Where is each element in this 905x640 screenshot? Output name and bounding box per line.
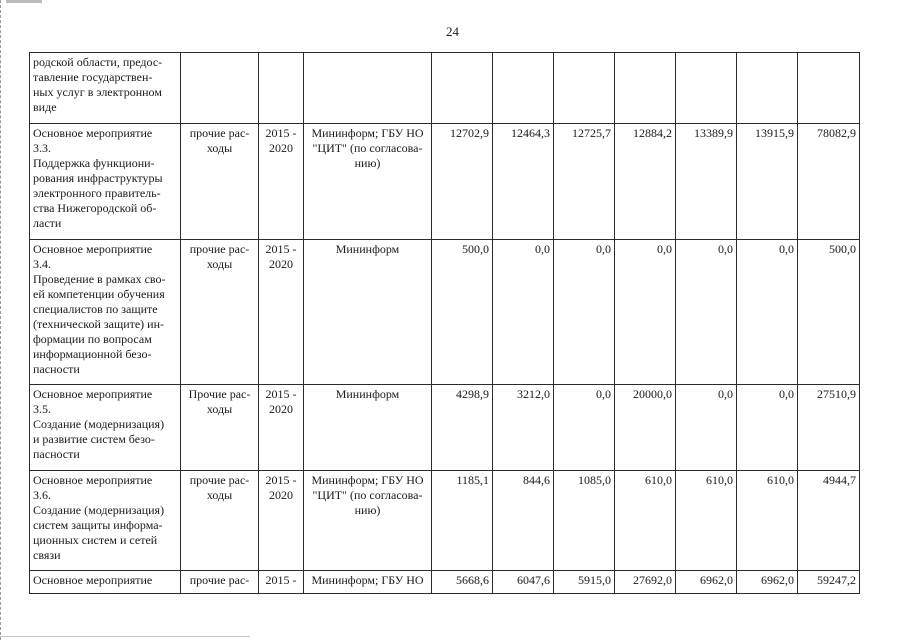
expense-type-cell: [181, 124, 259, 240]
measure-name-cell-line: (технической защите) ин-: [33, 317, 165, 331]
expense-type-cell: [181, 385, 259, 471]
year-value-cell: 12725,7: [554, 124, 615, 240]
measure-name-cell: [30, 385, 181, 471]
period-cell: [259, 471, 304, 571]
measure-name-cell-line: 3.5.: [33, 402, 51, 416]
year-value-cell: 1085,0: [554, 471, 615, 571]
measure-name-cell: [30, 124, 181, 240]
executor-cell: [304, 124, 432, 240]
year-value-cell: [615, 53, 676, 124]
total-value-cell: 78082,9: [798, 124, 860, 240]
measure-name-cell-line: Создание (модернизация): [33, 503, 165, 517]
scan-mark: [6, 0, 42, 3]
expense-type-cell: [181, 471, 259, 571]
year-value-cell: [432, 53, 493, 124]
executor-cell-line: Мининформ; ГБУ НО: [311, 473, 424, 487]
period-cell-line: 2020: [269, 402, 293, 416]
total-value-cell: 59247,2: [798, 571, 860, 594]
measure-name-cell-line: и развитие систем безо-: [33, 432, 155, 446]
measure-name-cell-line: Основное мероприятие: [33, 126, 153, 140]
year-value-cell: 6962,0: [737, 571, 798, 594]
period-cell-line: 2015 -: [265, 473, 297, 487]
measure-name-cell: [30, 471, 181, 571]
period-cell-line: 2015 -: [265, 242, 297, 256]
year-value-cell: 0,0: [493, 240, 554, 385]
year-value-cell: [676, 53, 737, 124]
year-value-cell: 844,6: [493, 471, 554, 571]
measure-name-cell-line: Поддержка функциони-: [33, 156, 155, 170]
table-row: [30, 124, 860, 240]
total-value-cell: 4944,7: [798, 471, 860, 571]
measure-name-cell-line: пасности: [33, 362, 80, 376]
year-value-cell: 0,0: [676, 385, 737, 471]
measure-name-cell-line: ей компетенции обучения: [33, 287, 165, 301]
year-value-cell: 0,0: [676, 240, 737, 385]
year-value-cell: 610,0: [615, 471, 676, 571]
year-value-cell: [554, 53, 615, 124]
expense-type-cell: [181, 53, 259, 124]
expense-type-cell: [181, 240, 259, 385]
executor-cell-line: Мининформ: [335, 242, 400, 256]
year-value-cell: 0,0: [615, 240, 676, 385]
expense-type-cell: [181, 571, 259, 594]
period-cell: [259, 571, 304, 594]
measure-name-cell-line: связи: [33, 548, 61, 562]
measure-name-cell-line: ционных систем и сетей: [33, 533, 158, 547]
scan-left-edge: [0, 0, 5, 640]
period-cell: [259, 124, 304, 240]
year-value-cell: 0,0: [737, 385, 798, 471]
period-cell-line: 2020: [269, 141, 293, 155]
measure-name-cell-line: рования инфраструктуры: [33, 171, 163, 185]
period-cell-line: 2020: [269, 488, 293, 502]
table-row: [30, 385, 860, 471]
measure-name-cell: [30, 240, 181, 385]
expense-type-cell-line: прочие рас-: [189, 126, 250, 140]
measure-name-cell-line: Создание (модернизация): [33, 417, 165, 431]
year-value-cell: 5668,6: [432, 571, 493, 594]
year-value-cell: 610,0: [737, 471, 798, 571]
measure-name-cell-line: ства Нижегородской об-: [33, 201, 157, 215]
measure-name-cell-line: систем защиты информа-: [33, 518, 163, 532]
period-cell-line: 2015 -: [265, 573, 297, 587]
measure-name-cell-line: специалистов по защите: [33, 302, 158, 316]
measure-name-cell-line: информационной безо-: [33, 347, 152, 361]
year-value-cell: 13915,9: [737, 124, 798, 240]
expense-type-cell-line: прочие рас-: [189, 473, 250, 487]
measure-name-cell-line: Основное мероприятие: [33, 242, 153, 256]
year-value-cell: 610,0: [676, 471, 737, 571]
total-value-cell: [798, 53, 860, 124]
budget-table: [29, 52, 860, 594]
measure-name-cell-line: Основное мероприятие: [33, 573, 153, 587]
scan-bottom-line: [0, 636, 250, 637]
executor-cell-line: Мининформ: [335, 387, 400, 401]
executor-cell-line: нию): [354, 156, 381, 170]
page-number: 24: [446, 24, 459, 39]
year-value-cell: 6962,0: [676, 571, 737, 594]
executor-cell-line: "ЦИТ" (по согласова-: [312, 488, 423, 502]
executor-cell: [304, 53, 432, 124]
year-value-cell: 3212,0: [493, 385, 554, 471]
total-value-cell: 27510,9: [798, 385, 860, 471]
measure-name-cell-line: 3.3.: [33, 141, 51, 155]
measure-name-cell-line: пасности: [33, 447, 80, 461]
year-value-cell: 13389,9: [676, 124, 737, 240]
executor-cell: [304, 240, 432, 385]
table-row: [30, 571, 860, 594]
year-value-cell: 12884,2: [615, 124, 676, 240]
year-value-cell: 20000,0: [615, 385, 676, 471]
expense-type-cell-line: ходы: [206, 488, 233, 502]
executor-cell-line: "ЦИТ" (по согласова-: [312, 141, 423, 155]
year-value-cell: 12702,9: [432, 124, 493, 240]
period-cell-line: 2020: [269, 257, 293, 271]
measure-name-cell-line: родской области, предос-: [33, 55, 163, 69]
expense-type-cell-line: прочие рас-: [189, 573, 250, 587]
year-value-cell: 0,0: [554, 385, 615, 471]
executor-cell: [304, 385, 432, 471]
year-value-cell: 1185,1: [432, 471, 493, 571]
measure-name-cell-line: виде: [33, 100, 57, 114]
period-cell-line: 2015 -: [265, 126, 297, 140]
executor-cell-line: нию): [354, 503, 381, 517]
year-value-cell: 0,0: [737, 240, 798, 385]
period-cell: [259, 240, 304, 385]
measure-name-cell-line: Основное мероприятие: [33, 473, 153, 487]
executor-cell-line: Мининформ; ГБУ НО: [311, 573, 424, 587]
measure-name-cell-line: 3.4.: [33, 257, 51, 271]
measure-name-cell: [30, 53, 181, 124]
table-row: [30, 471, 860, 571]
expense-type-cell-line: Прочие рас-: [188, 387, 251, 401]
expense-type-cell-line: ходы: [206, 141, 233, 155]
executor-cell: [304, 571, 432, 594]
year-value-cell: 27692,0: [615, 571, 676, 594]
measure-name-cell-line: Основное мероприятие: [33, 387, 153, 401]
executor-cell: [304, 471, 432, 571]
year-value-cell: 500,0: [432, 240, 493, 385]
year-value-cell: 4298,9: [432, 385, 493, 471]
table-row: [30, 240, 860, 385]
year-value-cell: 5915,0: [554, 571, 615, 594]
measure-name-cell: [30, 571, 181, 594]
expense-type-cell-line: прочие рас-: [189, 242, 250, 256]
period-cell-line: 2015 -: [265, 387, 297, 401]
executor-cell-line: Мининформ; ГБУ НО: [311, 126, 424, 140]
table-row: [30, 53, 860, 124]
year-value-cell: [493, 53, 554, 124]
year-value-cell: [737, 53, 798, 124]
year-value-cell: 0,0: [554, 240, 615, 385]
year-value-cell: 12464,3: [493, 124, 554, 240]
measure-name-cell-line: формации по вопросам: [33, 332, 152, 346]
measure-name-cell-line: ных услуг в электронном: [33, 85, 162, 99]
measure-name-cell-line: ласти: [33, 216, 62, 230]
measure-name-cell-line: электронного правитель-: [33, 186, 161, 200]
total-value-cell: 500,0: [798, 240, 860, 385]
measure-name-cell-line: Проведение в рамках сво-: [33, 272, 166, 286]
period-cell: [259, 53, 304, 124]
expense-type-cell-line: ходы: [206, 402, 233, 416]
measure-name-cell-line: 3.6.: [33, 488, 51, 502]
measure-name-cell-line: тавление государствен-: [33, 70, 153, 84]
expense-type-cell-line: ходы: [206, 257, 233, 271]
year-value-cell: 6047,6: [493, 571, 554, 594]
period-cell: [259, 385, 304, 471]
